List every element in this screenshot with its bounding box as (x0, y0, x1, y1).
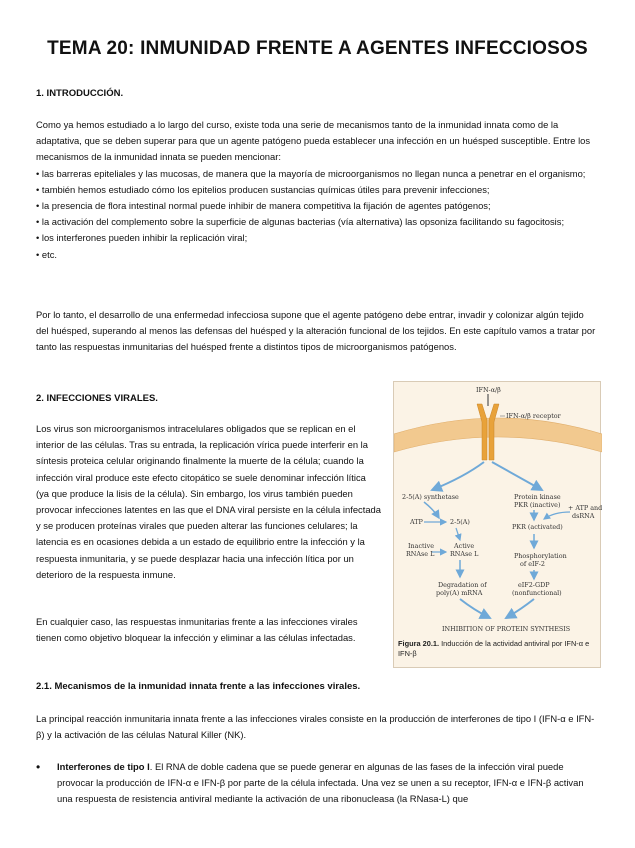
intro-bullet-5: • los interferones pueden inhibir la replicación viral; (36, 232, 248, 244)
page-title: TEMA 20: INMUNIDAD FRENTE A AGENTES INFECCIOSOS (47, 38, 588, 59)
interferon-bullet-text (57, 759, 597, 808)
label-pkr-activated: PKR (activated) (512, 523, 563, 531)
interferon-bullet-title: Interferones de tipo I (57, 761, 150, 772)
label-pkr-inactive: PKR (inactive) (514, 501, 561, 509)
label-atp: ATP (410, 518, 423, 526)
label-active-2: RNAse L (450, 550, 479, 558)
subsection-heading-2-1: 2.1. Mecanismos de la inmunidad innata frente a las infecciones virales. (36, 681, 361, 692)
intro-bullet-4: • la activación del complemento sobre la superficie de algunas bacterias (vía alternativa) las opsoniza facilitando su fagocitosis; (36, 216, 565, 228)
ifn-pathway-diagram (394, 382, 602, 639)
label-eif2-gdp: eIF2-GDP (518, 581, 550, 589)
section-heading-introduccion: 1. INTRODUCCIÓN. (36, 88, 124, 99)
label-inactive-1: Inactive (408, 542, 435, 550)
label-phosphorylation: Phosphorylation (514, 552, 567, 560)
arrow-to-kinase (492, 462, 542, 490)
innate-paragraph: La principal reacción inmunitaria innata frente a las infecciones virales consiste en la producción de interferones de tipo I (IFN-α e IFN-β) y la activación de las células Natural Killer (NK). (36, 713, 595, 741)
bullet-dot: • (36, 760, 41, 774)
label-synthetase: 2-5(A) synthetase (402, 493, 459, 501)
label-inactive-2: RNAse L (406, 550, 435, 558)
intro-paragraph-2: Por lo tanto, el desarrollo de una enfermedad infecciosa supone que el agente patógeno debe entrar, invadir y colonizar algún tejido del huésped, superando al menos las defensas del huésped y la alteración funcional de los tejidos. En este capítulo vamos a tratar por tanto las respuestas inmunitarias del huésped frente a distintos tipos de microorganismos patógenos. (36, 309, 596, 353)
label-atp-and: + ATP and (568, 504, 602, 512)
label-inhibition: INHIBITION OF PROTEIN SYNTHESIS (442, 625, 571, 633)
label-of-eif2: of eIF-2 (520, 560, 545, 568)
label-protein-kinase: Protein kinase (514, 493, 561, 501)
intro-bullet-2: • también hemos estudiado cómo los epitelios producen sustancias químicas útiles para prevenir infecciones; (36, 183, 490, 195)
section-heading-infecciones-virales: 2. INFECCIONES VIRALES. (36, 393, 158, 404)
arrow-to-synthetase (432, 462, 484, 490)
label-ifn: IFN-α/β (476, 386, 501, 394)
intro-bullet-6: • etc. (36, 248, 57, 260)
interferon-bullet-body: . El RNA de doble cadena que se puede generar en algunas de las fases de la infección viral puede provocar la producción de IFN-α e IFN-β por parte de la célula infectada. Una vez se unen a su receptor, IFN-α e IFN-β activan una respuesta de resistencia antiviral mediante la activación de una ribonucleasa (la RNasa-L) que (57, 761, 584, 805)
cell-membrane (394, 418, 602, 452)
viral-paragraph-1: Los virus son microorganismos intracelulares obligados que se replican en el interior de las células. Tras su entrada, la replicación vírica puede interferir en la síntesis proteica celular originando finalmente la muerte de la célula; cuando la infección viral produce este efecto citopático se suele denominar infección lítica (ya que produce la lisis de la célula). Sin embargo, los virus también pueden provocar infecciones latentes en las que el DNA viral persiste en la célula infectada y se producen proteínas virales que pueden alterar las funciones celulares; la latencia es en ocasiones debida a un estado de equilibrio entre la infección y la respuesta inmunitaria, y se puede desplazar hacia una infección lítica por un deterioro de la respuesta inmune. (36, 423, 381, 580)
intro-bullet-3: • la presencia de flora intestinal normal puede inhibir de manera competitiva la fijación de agentes patógenos; (36, 200, 491, 212)
label-degradation-1: Degradation of (438, 581, 487, 589)
label-active-1: Active (454, 542, 475, 550)
figure-caption (398, 639, 598, 659)
figure-caption-number: Figura 20.1. (398, 639, 440, 648)
label-degradation-2: poly(A) mRNA (436, 589, 483, 597)
figure-caption-text: Inducción de la actividad antiviral por IFN-α e IFN-β (398, 639, 590, 658)
figure-20-1 (393, 381, 601, 668)
intro-bullet-1: • las barreras epiteliales y las mucosas, de manera que la mayoría de microorganismos no llegan nunca a penetrar en el organismo; (36, 167, 586, 179)
viral-paragraph-2: En cualquier caso, las respuestas inmunitarias frente a las infecciones virales tienen como objetivo bloquear la infección y eliminar a las células infectadas. (36, 616, 358, 644)
label-nonfunctional: (nonfunctional) (512, 589, 562, 597)
intro-text: Como ya hemos estudiado a lo largo del curso, existe toda una serie de mecanismos tanto de la inmunidad innata como de la adaptativa, que se deben superar para que un agente patógeno pueda establecer una infección en un huésped susceptible. Entre los mecanismos de la inmunidad innata se pueden mencionar: (36, 119, 591, 163)
label-2-5a: 2-5(A) (450, 518, 470, 526)
intro-paragraph (36, 117, 596, 263)
label-receptor: IFN-α/β receptor (506, 412, 561, 420)
label-dsrna: dsRNA (572, 512, 595, 520)
